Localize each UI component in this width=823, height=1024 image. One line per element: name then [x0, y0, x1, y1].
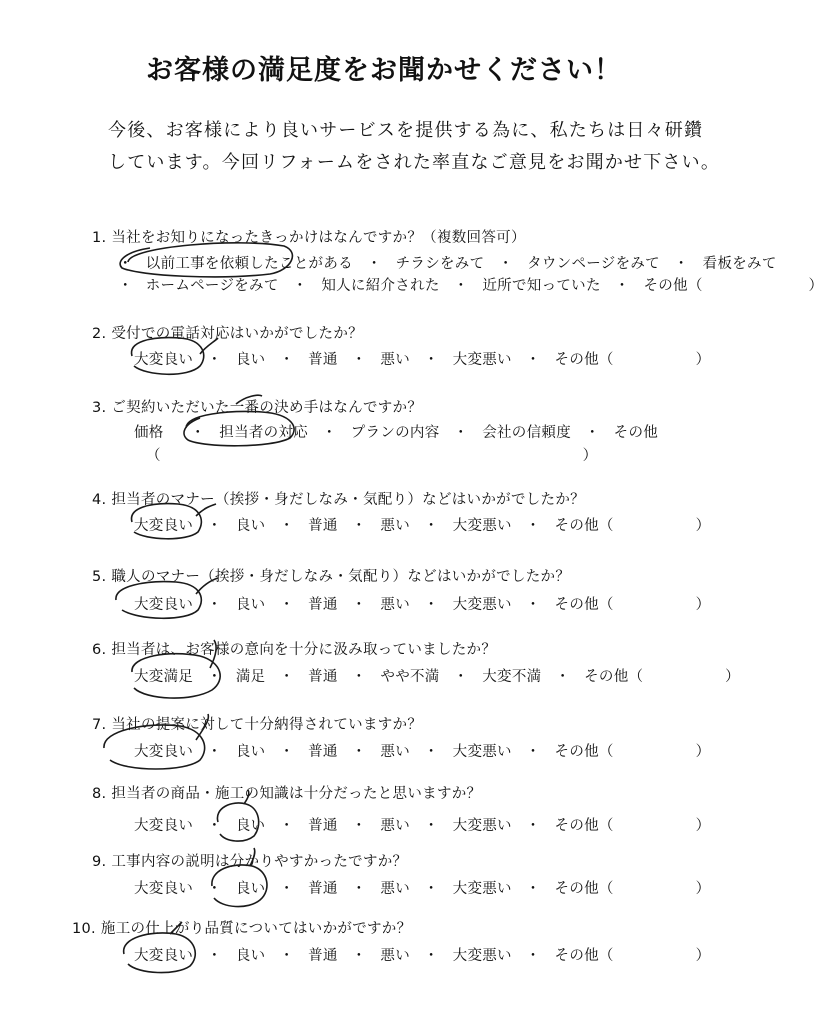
question-4-options: 大変良い ・ 良い ・ 普通 ・ 悪い ・ 大変悪い ・ その他（ ）	[134, 514, 710, 535]
option-neighborhood[interactable]: 近所で知っていた	[482, 278, 601, 294]
option-bad[interactable]: 悪い	[380, 881, 410, 897]
option-good[interactable]: 良い	[235, 352, 266, 368]
question-1-options-row-1	[118, 252, 777, 273]
question-number: 1.	[92, 230, 107, 246]
option-bad[interactable]: 悪い	[380, 818, 410, 834]
question-6-options: 大変満足 ・ 満足 ・ 普通 ・ やや不満 ・ 大変不満 ・ その他（ ）	[134, 665, 740, 686]
option-signboard[interactable]: 看板をみて	[702, 256, 777, 272]
paren-close: ）	[808, 278, 823, 294]
bullet: ・	[322, 425, 337, 441]
bullet: ・	[118, 278, 133, 294]
question-4	[92, 488, 585, 509]
option-other[interactable]: その他（	[554, 948, 614, 964]
option-good[interactable]: 良い	[235, 518, 266, 534]
paren-close: ）	[695, 948, 711, 964]
option-very-bad[interactable]: 大変悪い	[452, 744, 512, 760]
option-other[interactable]: その他（	[554, 518, 614, 534]
option-good[interactable]: 良い	[235, 881, 266, 897]
option-very-good[interactable]: 大変良い	[134, 597, 194, 613]
paren-close: ）	[695, 352, 711, 368]
question-3	[92, 396, 422, 417]
option-previous-work[interactable]: 以前工事を依頼したことがある	[145, 256, 353, 272]
option-average[interactable]: 普通	[308, 818, 338, 834]
bullet: ・	[673, 256, 689, 272]
option-staff-response[interactable]: 担当者の対応	[219, 425, 309, 441]
question-number: 3.	[92, 400, 107, 416]
option-flyer[interactable]: チラシをみて	[395, 256, 485, 272]
bullet: ・	[498, 256, 514, 272]
paren-close: ）	[725, 669, 740, 685]
option-town-page[interactable]: タウンページをみて	[527, 256, 660, 272]
bullet: ・	[453, 425, 469, 441]
option-average[interactable]: 普通	[308, 669, 338, 685]
option-bad[interactable]: 悪い	[380, 744, 410, 760]
option-bad[interactable]: 悪い	[380, 597, 410, 613]
option-slightly-dissatisfied[interactable]: やや不満	[380, 669, 440, 685]
option-very-bad[interactable]: 大変悪い	[452, 597, 512, 613]
option-acquaintance[interactable]: 知人に紹介された	[321, 278, 440, 294]
question-number: 8.	[92, 786, 107, 802]
page-title: お客様の満足度をお聞かせください！	[146, 55, 622, 86]
question-number: 10.	[72, 921, 96, 937]
question-text: 担当者のマナー（挨拶・身だしなみ・気配り）などはいかがでしたか？	[111, 492, 585, 508]
paren-close: ）	[695, 518, 711, 534]
question-1-options-row-2	[118, 274, 823, 295]
question-text: 担当者の商品・施工の知識は十分だったと思いますか？	[111, 786, 482, 802]
bullet: ・	[453, 278, 469, 294]
question-7-options: 大変良い ・ 良い ・ 普通 ・ 悪い ・ 大変悪い ・ その他（ ）	[134, 740, 710, 761]
option-very-bad[interactable]: 大変悪い	[452, 818, 512, 834]
question-8-options: 大変良い ・ 良い ・ 普通 ・ 悪い ・ 大変悪い ・ その他（ ）	[134, 814, 710, 835]
option-homepage[interactable]: ホームページをみて	[145, 278, 279, 294]
question-9-options: 大変良い ・ 良い ・ 普通 ・ 悪い ・ 大変悪い ・ その他（ ）	[134, 877, 710, 898]
question-10	[72, 917, 411, 938]
option-other[interactable]: その他（	[554, 597, 614, 613]
question-8	[92, 782, 481, 803]
paren-close: ）	[695, 881, 711, 897]
option-very-good[interactable]: 大変良い	[134, 881, 194, 897]
question-9	[92, 850, 407, 871]
option-other[interactable]: その他（	[554, 744, 614, 760]
question-number: 9.	[92, 854, 107, 870]
question-number: 6.	[92, 642, 107, 658]
option-average[interactable]: 普通	[308, 518, 338, 534]
bullet: ・	[118, 256, 133, 272]
option-other[interactable]: その他（	[554, 818, 614, 834]
question-number: 4.	[92, 492, 107, 508]
question-text: ご契約いただいた一番の決め手はなんですか？	[111, 400, 423, 416]
option-bad[interactable]: 悪い	[380, 352, 410, 368]
option-plan-content[interactable]: プランの内容	[350, 425, 440, 441]
question-2-options: 大変良い ・ 良い ・ 普通 ・ 悪い ・ 大変悪い ・ その他（ ）	[134, 348, 710, 369]
option-very-good[interactable]: 大変良い	[134, 518, 194, 534]
question-text: 当社の提案に対して十分納得されていますか？	[111, 717, 423, 733]
option-other[interactable]: その他（	[643, 278, 703, 294]
question-10-options: 大変良い ・ 良い ・ 普通 ・ 悪い ・ 大変悪い ・ その他（ ）	[134, 944, 710, 965]
question-3-options-row-1	[134, 421, 658, 442]
question-6	[92, 638, 496, 659]
bullet: ・	[366, 256, 382, 272]
option-good[interactable]: 良い	[235, 818, 266, 834]
option-good[interactable]: 良い	[235, 597, 266, 613]
option-average[interactable]: 普通	[308, 597, 338, 613]
paren-close: ）	[695, 597, 711, 613]
question-text: 職人のマナー（挨拶・身だしなみ・気配り）などはいかがでしたか？	[111, 569, 571, 585]
option-bad[interactable]: 悪い	[380, 518, 410, 534]
paren-close: ）	[582, 448, 598, 464]
question-text: 担当者は、お客様の意向を十分に汲み取っていましたか？	[111, 642, 497, 658]
question-1	[92, 226, 526, 247]
question-7	[92, 713, 422, 734]
option-good[interactable]: 良い	[235, 948, 266, 964]
option-average[interactable]: 普通	[308, 744, 338, 760]
option-very-bad[interactable]: 大変悪い	[452, 352, 512, 368]
bullet: ・	[584, 425, 600, 441]
paren-close: ）	[695, 818, 711, 834]
option-other[interactable]: その他（	[584, 669, 644, 685]
question-text: 当社をお知りになったきっかけはなんですか？（複数回答可）	[111, 230, 526, 246]
intro-line-2: しています。今回リフォームをされた率直なご意見をお聞かせ下さい。	[108, 152, 721, 173]
option-other[interactable]: その他（	[554, 352, 614, 368]
question-number: 5.	[92, 569, 107, 585]
question-3-options-row-2	[146, 444, 597, 465]
option-very-good[interactable]: 大変良い	[134, 352, 194, 368]
bullet: ・	[190, 425, 206, 441]
intro-line-1: 今後、お客様により良いサービスを提供する為に、私たちは日々研鑽	[108, 120, 704, 141]
option-very-satisfied[interactable]: 大変満足	[134, 669, 194, 685]
question-text: 受付での電話対応はいかがでしたか？	[111, 326, 363, 342]
option-price[interactable]: 価格	[134, 425, 164, 441]
question-2	[92, 322, 363, 343]
option-other[interactable]: その他（	[554, 881, 614, 897]
question-5-options: 大変良い ・ 良い ・ 普通 ・ 悪い ・ 大変悪い ・ その他（ ）	[134, 593, 710, 614]
question-number: 2.	[92, 326, 107, 342]
option-average[interactable]: 普通	[308, 352, 338, 368]
bullet: ・	[292, 278, 308, 294]
option-very-bad[interactable]: 大変悪い	[452, 881, 512, 897]
paren-close: ）	[695, 744, 711, 760]
question-text: 施工の仕上がり品質についてはいかがですか？	[100, 921, 412, 937]
option-very-good[interactable]: 大変良い	[134, 818, 194, 834]
bullet: ・	[614, 278, 630, 294]
option-very-good[interactable]: 大変良い	[134, 948, 194, 964]
option-very-bad[interactable]: 大変悪い	[452, 948, 512, 964]
question-5	[92, 565, 570, 586]
option-very-dissatisfied[interactable]: 大変不満	[482, 669, 542, 685]
paren-open: （	[146, 448, 161, 464]
option-other[interactable]: その他	[613, 425, 659, 441]
question-text: 工事内容の説明は分かりやすかったですか？	[111, 854, 408, 870]
option-average[interactable]: 普通	[308, 948, 338, 964]
option-very-bad[interactable]: 大変悪い	[452, 518, 512, 534]
option-satisfied[interactable]: 満足	[235, 669, 266, 685]
question-number: 7.	[92, 717, 107, 733]
option-bad[interactable]: 悪い	[380, 948, 410, 964]
option-average[interactable]: 普通	[308, 881, 338, 897]
option-very-good[interactable]: 大変良い	[134, 744, 194, 760]
option-good[interactable]: 良い	[235, 744, 266, 760]
option-company-trust[interactable]: 会社の信頼度	[482, 425, 572, 441]
